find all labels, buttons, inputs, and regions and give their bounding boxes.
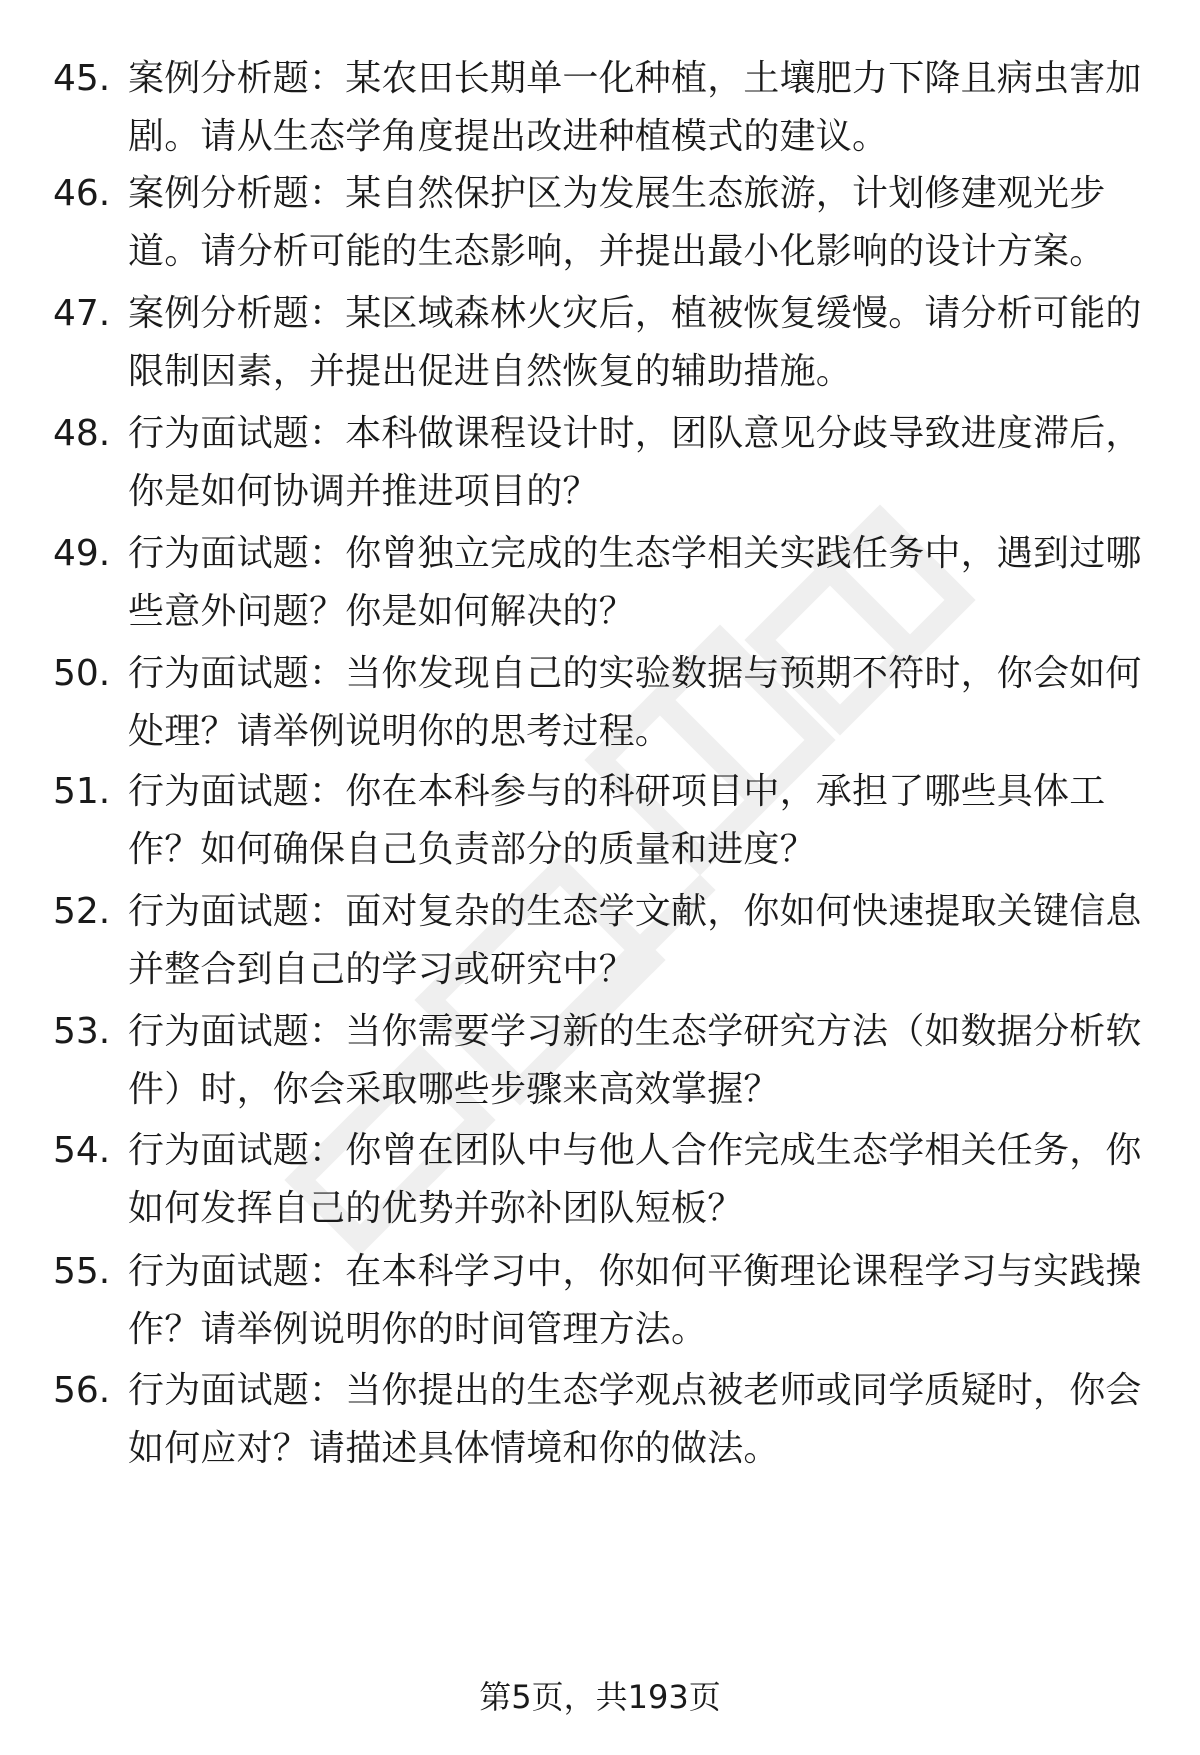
question-text-line: 件）时，你会采取哪些步骤来高效掌握？ bbox=[128, 1069, 780, 1110]
question-text-line: 些意外问题？你是如何解决的？ bbox=[128, 591, 635, 632]
question-number: 45. bbox=[53, 58, 111, 99]
question-number: 48. bbox=[53, 413, 111, 454]
question-number: 54. bbox=[53, 1130, 111, 1171]
question-text-line: 处理？请举例说明你的思考过程。 bbox=[128, 711, 672, 752]
question-number: 49. bbox=[53, 533, 111, 574]
question-text-line: 行为面试题：你曾在团队中与他人合作完成生态学相关任务，你 bbox=[128, 1130, 1142, 1171]
question-number: 50. bbox=[53, 653, 111, 694]
question-text-line: 行为面试题：当你提出的生态学观点被老师或同学质疑时，你会 bbox=[128, 1370, 1142, 1411]
question-text-line: 限制因素，并提出促进自然恢复的辅助措施。 bbox=[128, 351, 853, 392]
question-text-line: 作？请举例说明你的时间管理方法。 bbox=[128, 1309, 708, 1350]
question-text-line: 行为面试题：你曾独立完成的生态学相关实践任务中，遇到过哪 bbox=[128, 533, 1142, 574]
question-text-line: 案例分析题：某自然保护区为发展生态旅游，计划修建观光步 bbox=[128, 173, 1106, 214]
question-number: 53. bbox=[53, 1011, 111, 1052]
question-number: 56. bbox=[53, 1370, 111, 1411]
question-number: 46. bbox=[53, 173, 111, 214]
question-text-line: 行为面试题：你在本科参与的科研项目中，承担了哪些具体工 bbox=[128, 771, 1106, 812]
question-text-line: 如何发挥自己的优势并弥补团队短板？ bbox=[128, 1188, 744, 1229]
question-text-line: 行为面试题：当你需要学习新的生态学研究方法（如数据分析软 bbox=[128, 1011, 1142, 1052]
question-text-line: 案例分析题：某区域森林火灾后，植被恢复缓慢。请分析可能的 bbox=[128, 293, 1142, 334]
question-number: 51. bbox=[53, 771, 111, 812]
question-text-line: 并整合到自己的学习或研究中？ bbox=[128, 949, 635, 990]
question-text-line: 行为面试题：面对复杂的生态学文献，你如何快速提取关键信息 bbox=[128, 891, 1142, 932]
question-text-line: 案例分析题：某农田长期单一化种植，土壤肥力下降且病虫害加 bbox=[128, 58, 1142, 99]
question-number: 47. bbox=[53, 293, 111, 334]
question-text-line: 如何应对？请描述具体情境和你的做法。 bbox=[128, 1428, 780, 1469]
question-text-line: 行为面试题：本科做课程设计时，团队意见分歧导致进度滞后， bbox=[128, 413, 1142, 454]
question-text-line: 道。请分析可能的生态影响，并提出最小化影响的设计方案。 bbox=[128, 231, 1106, 272]
question-text-line: 你是如何协调并推进项目的？ bbox=[128, 471, 599, 512]
page-indicator: 第5页，共193页 bbox=[479, 1678, 721, 1716]
question-text-line: 作？如何确保自己负责部分的质量和进度？ bbox=[128, 829, 816, 870]
question-text-line: 行为面试题：当你发现自己的实验数据与预期不符时，你会如何 bbox=[128, 653, 1142, 694]
question-text-line: 剧。请从生态学角度提出改进种植模式的建议。 bbox=[128, 116, 889, 157]
question-text-line: 行为面试题：在本科学习中，你如何平衡理论课程学习与实践操 bbox=[128, 1251, 1142, 1292]
question-number: 52. bbox=[53, 891, 111, 932]
question-number: 55. bbox=[53, 1251, 111, 1292]
